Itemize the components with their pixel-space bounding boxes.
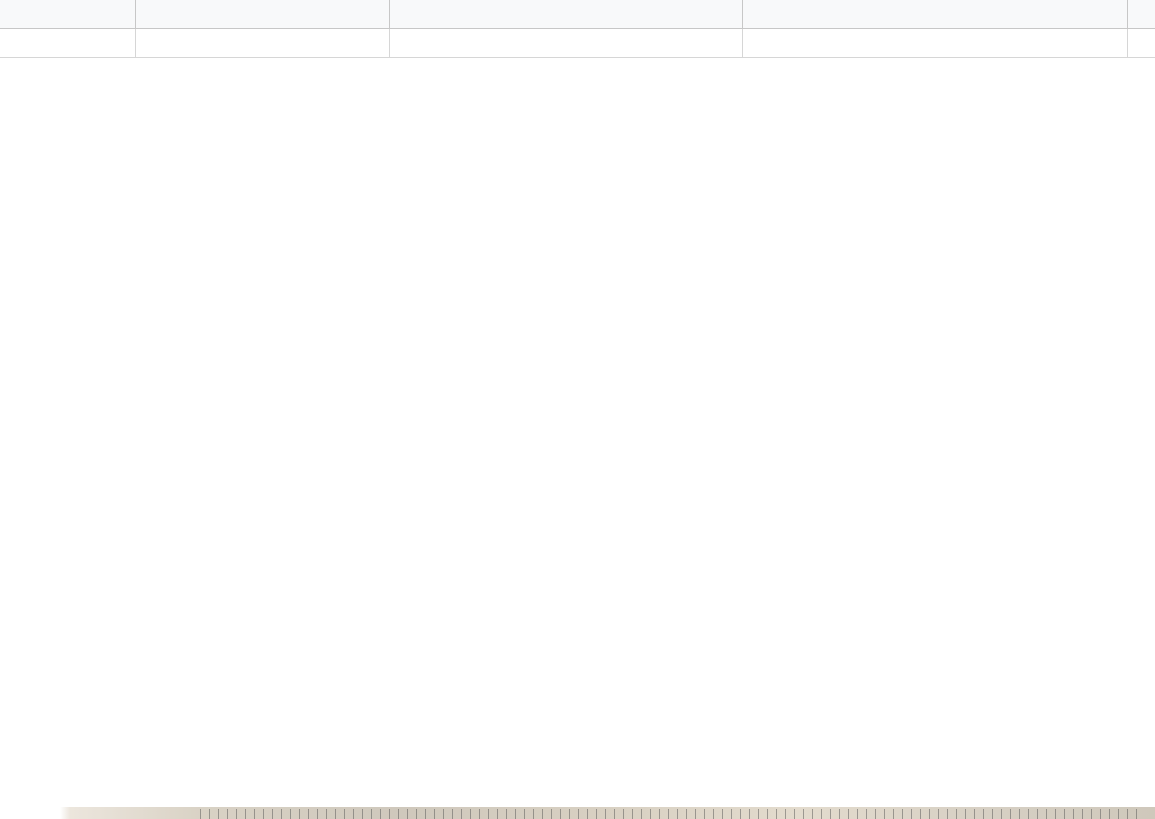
header-cell-plan[interactable] (743, 29, 1128, 58)
header-cell-name[interactable] (136, 29, 390, 58)
column-header-d[interactable] (743, 0, 1128, 29)
column-header-a[interactable] (0, 0, 136, 29)
connector-diagram-strip (200, 809, 1140, 819)
header-cell-pin[interactable] (0, 29, 136, 58)
column-header-b[interactable] (136, 0, 390, 29)
header-cell-description[interactable] (390, 29, 743, 58)
column-header-c[interactable] (390, 0, 743, 29)
image-strip (0, 807, 1155, 819)
header-row (0, 29, 1155, 58)
header-cell-extra[interactable] (1128, 29, 1155, 58)
column-header-e[interactable] (1128, 0, 1155, 29)
